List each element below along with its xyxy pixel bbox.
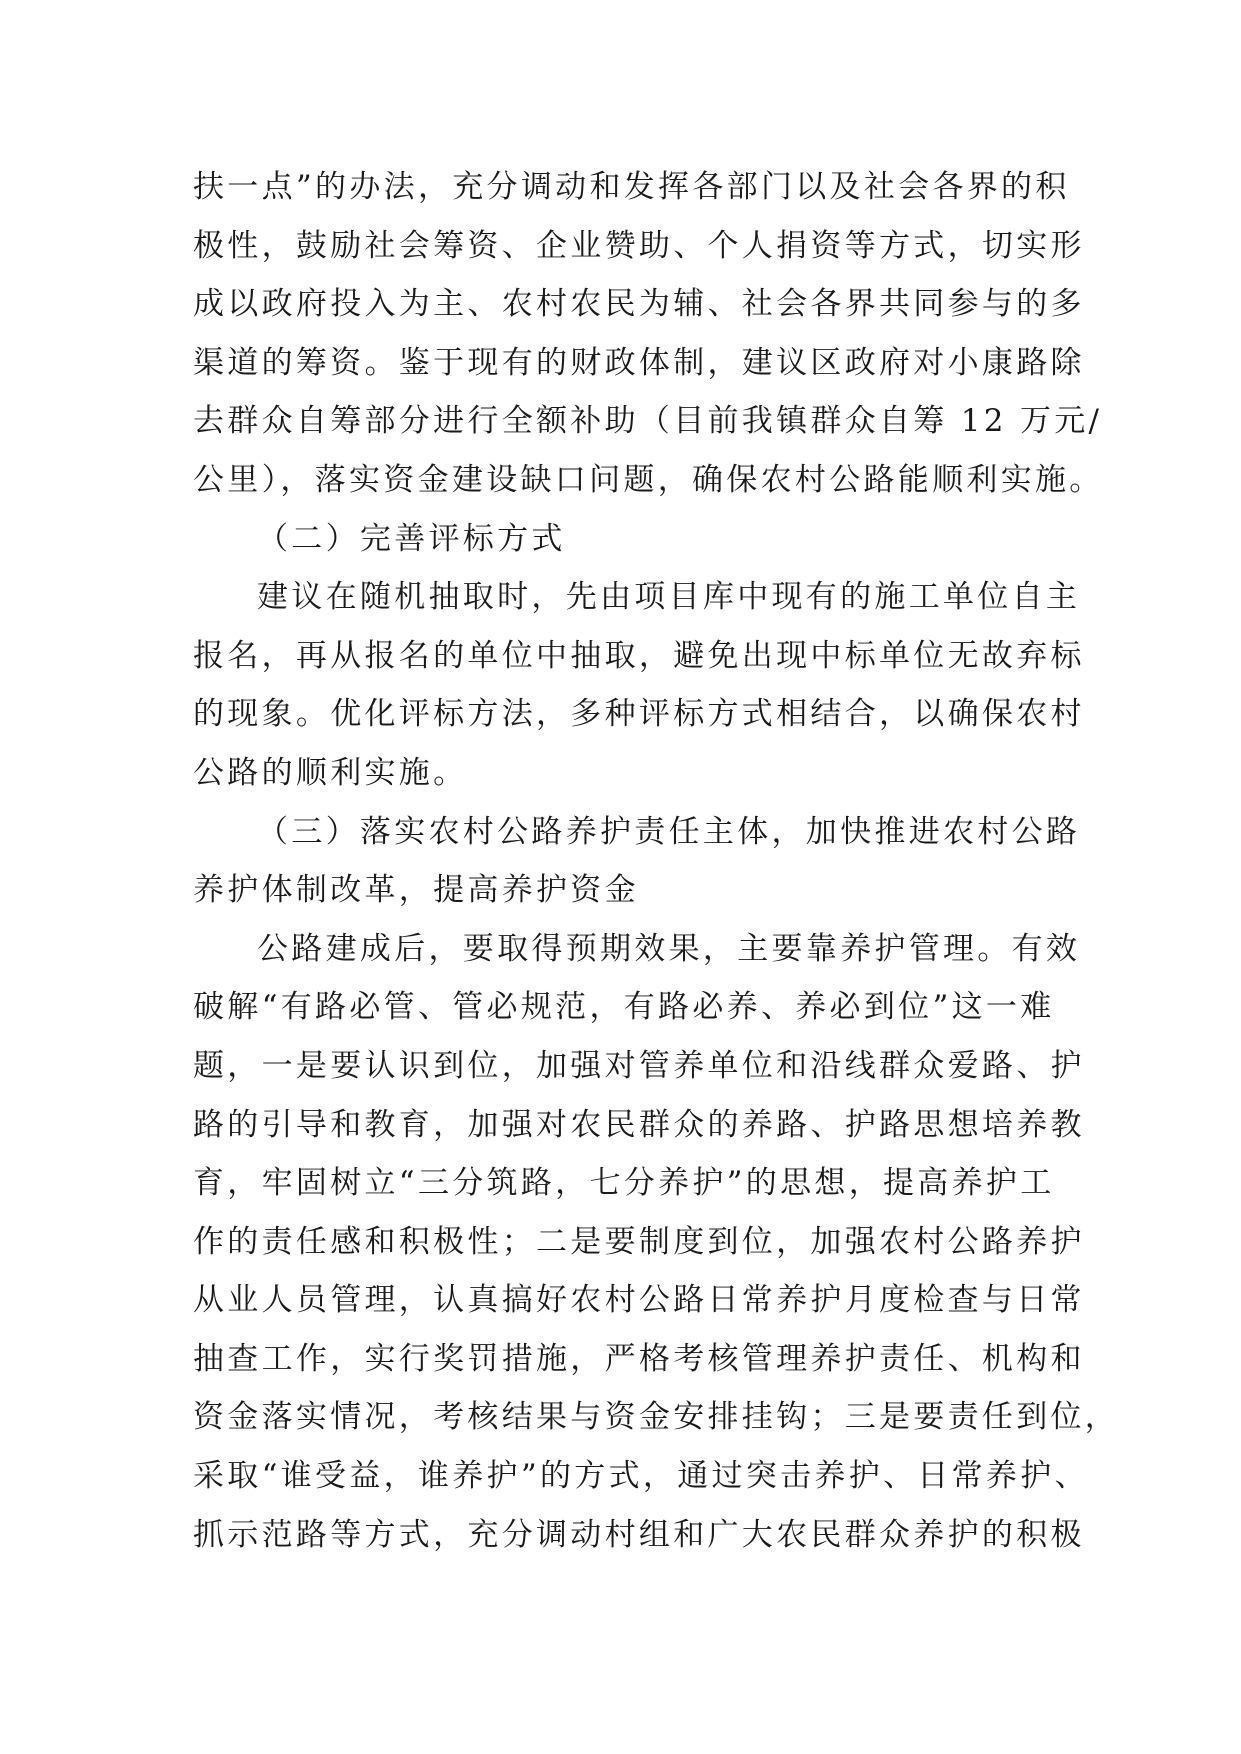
text-line: 抽查工作，实行奖罚措施，严格考核管理养护责任、机构和 — [193, 1340, 1085, 1377]
text-line: 公里），落实资金建设缺口问题，确保农村公路能顺利实施。 — [193, 461, 1104, 498]
text-line: 渠道的筹资。鉴于现有的财政体制，建议区政府对小康路除 — [193, 344, 1085, 381]
text-line: 破解“有路必管、管必规范，有路必养、养必到位”这一难 — [193, 989, 1055, 1026]
text-line: 抓示范路等方式，充分调动村组和广大农民群众养护的积极 — [193, 1516, 1085, 1553]
text-line: 扶一点”的办法，充分调动和发挥各部门以及社会各界的积 — [193, 169, 1070, 205]
text-line: 的现象。优化评标方法，多种评标方式相结合，以确保农村 — [193, 696, 1085, 733]
section-heading-2: （二）完善评标方式 — [257, 520, 566, 557]
text-line: 育，牢固树立“三分筑路，七分养护”的思想，提高养护工 — [193, 1165, 1055, 1202]
section-heading-3: （三）落实农村公路养护责任主体，加快推进农村公路 — [257, 813, 1081, 850]
text-line: 从业人员管理，认真搞好农村公路日常养护月度检查与日常 — [193, 1282, 1085, 1319]
text-line: 成以政府投入为主、农村农民为辅、社会各界共同参与的多 — [193, 286, 1085, 323]
text-line: 极性，鼓励社会筹资、企业赞助、个人捐资等方式，切实形 — [193, 227, 1085, 264]
text-line: 资金落实情况，考核结果与资金安排挂钩；三是要责任到位， — [193, 1399, 1120, 1436]
body-text — [193, 158, 1120, 1564]
text-line: 作的责任感和积极性；二是要制度到位，加强农村公路养护 — [193, 1223, 1085, 1260]
text-line: 公路的顺利实施。 — [193, 754, 468, 791]
section-heading-3-cont: 养护体制改革，提高养护资金 — [193, 872, 639, 909]
paragraph-first-line: 公路建成后，要取得预期效果，主要靠养护管理。有效 — [257, 930, 1081, 967]
text-line: 路的引导和教育，加强对农民群众的养路、护路思想培养教 — [193, 1106, 1085, 1143]
text-line: 报名，再从报名的单位中抽取，避免出现中标单位无故弃标 — [193, 637, 1085, 674]
text-line: 采取“谁受益，谁养护”的方式，通过突击养护、日常养护、 — [193, 1458, 1089, 1495]
text-line: 题，一是要认识到位，加强对管养单位和沿线群众爱路、护 — [193, 1047, 1085, 1084]
paragraph-first-line: 建议在随机抽取时，先由项目库中现有的施工单位自主 — [257, 579, 1081, 616]
text-line: 去群众自筹部分进行全额补助（目前我镇群众自筹 12 万元/ — [193, 403, 1103, 440]
